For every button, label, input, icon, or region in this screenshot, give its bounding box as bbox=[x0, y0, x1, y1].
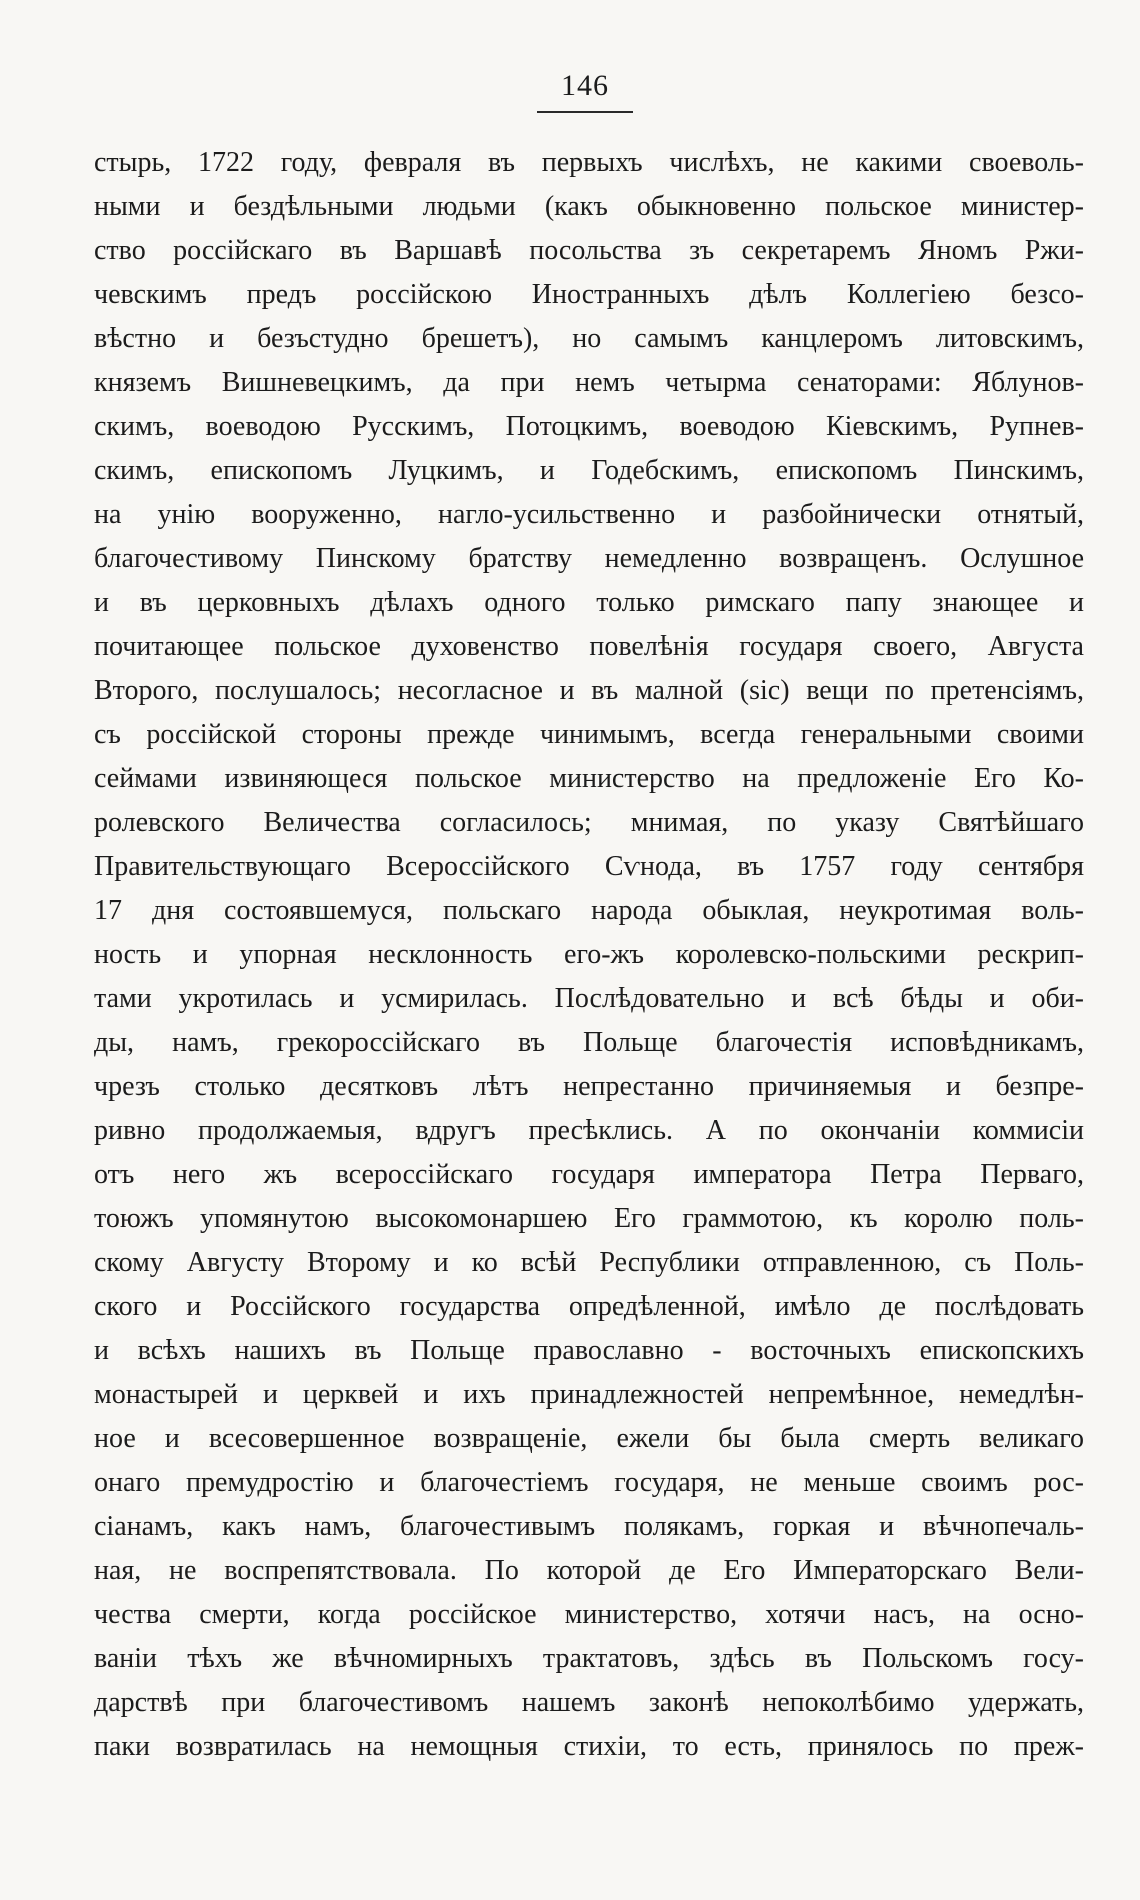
text-line: скимъ, воеводою Русскимъ, Потоцкимъ, воеводою Кіевскимъ, Рупнев- bbox=[94, 411, 1084, 442]
text-line: стырь, 1722 году, февраля въ первыхъ числѣхъ, не какими своеволь- bbox=[94, 147, 1084, 178]
text-line: ского и Россійского государства опредѣленной, имѣло де послѣдовать bbox=[94, 1291, 1084, 1322]
text-line: тоюжъ упомянутою высокомонаршею Его граммотою, къ королю поль- bbox=[94, 1203, 1084, 1234]
text-line: ды, намъ, грекороссійскаго въ Польще благочестія исповѣдникамъ, bbox=[94, 1027, 1084, 1058]
text-line: 17 дня состоявшемуся, польскаго народа обыклая, неукротимая воль- bbox=[94, 895, 1084, 926]
text-line: сеймами извиняющеся польское министерство на предложеніе Его Ко- bbox=[94, 763, 1084, 794]
text-line: Правительствующаго Всероссійского Сѵнода, въ 1757 году сентября bbox=[94, 851, 1084, 882]
text-line: дарствѣ при благочестивомъ нашемъ законѣ непоколѣбимо удержать, bbox=[94, 1687, 1084, 1718]
text-line: ность и упорная несклонность его-жъ королевско-польскими рескрип- bbox=[94, 939, 1084, 970]
text-line: паки возвратилась на немощныя стихіи, то есть, принялось по преж- bbox=[94, 1731, 1084, 1762]
text-line: ная, не воспрепятствовала. По которой де Его Императорскаго Вели- bbox=[94, 1555, 1084, 1586]
text-line: ривно продолжаемыя, вдругъ пресѣклись. А по окончаніи коммисіи bbox=[94, 1115, 1084, 1146]
text-line: вѣстно и безъстудно брешетъ), но самымъ канцлеромъ литовскимъ, bbox=[94, 323, 1084, 354]
text-line: чества смерти, когда россійское министерство, хотячи насъ, на осно- bbox=[94, 1599, 1084, 1630]
text-line: скимъ, епископомъ Луцкимъ, и Годебскимъ, епископомъ Пинскимъ, bbox=[94, 455, 1084, 486]
text-line: Второго, послушалось; несогласное и въ малной (sic) вещи по претенсіямъ, bbox=[94, 675, 1084, 706]
text-line: съ россійской стороны прежде чинимымъ, всегда генеральными своими bbox=[94, 719, 1084, 750]
text-line: и въ церковныхъ дѣлахъ одного только римскаго папу знающее и bbox=[94, 587, 1084, 618]
text-line: почитающее польское духовенство повелѣнія государя своего, Августа bbox=[94, 631, 1084, 662]
text-line: скому Августу Второму и ко всѣй Республики отправленною, съ Поль- bbox=[94, 1247, 1084, 1278]
text-line: ство россійскаго въ Варшавѣ посольства зъ секретаремъ Яномъ Ржи- bbox=[94, 235, 1084, 266]
page-body bbox=[94, 141, 1084, 1769]
page-number: 146 bbox=[561, 69, 609, 102]
text-line: сіанамъ, какъ намъ, благочестивымъ полякамъ, горкая и вѣчнопечаль- bbox=[94, 1511, 1084, 1542]
text-line: ными и бездѣльными людьми (какъ обыкновенно польское министер- bbox=[94, 191, 1084, 222]
page-number-underline bbox=[537, 111, 633, 113]
text-line: ролевского Величества согласилось; мнимая, по указу Святѣйшаго bbox=[94, 807, 1084, 838]
text-line: княземъ Вишневецкимъ, да при немъ четырма сенаторами: Яблунов- bbox=[94, 367, 1084, 398]
text-line: на унію вооруженно, нагло-усильственно и разбойнически отнятый, bbox=[94, 499, 1084, 530]
text-line: отъ него жъ всероссійскаго государя императора Петра Перваго, bbox=[94, 1159, 1084, 1190]
text-line: тами укротилась и усмирилась. Послѣдовательно и всѣ бѣды и оби- bbox=[94, 983, 1084, 1014]
text-line: благочестивому Пинскому братству немедленно возвращенъ. Ослушное bbox=[94, 543, 1084, 574]
text-line: чрезъ столько десятковъ лѣтъ непрестанно причиняемыя и безпре- bbox=[94, 1071, 1084, 1102]
text-line: онаго премудростію и благочестіемъ государя, не меньше своимъ рос- bbox=[94, 1467, 1084, 1498]
text-line: чевскимъ предъ россійскою Иностранныхъ дѣлъ Коллегіею безсо- bbox=[94, 279, 1084, 310]
text-line: ваніи тѣхъ же вѣчномирныхъ трактатовъ, здѣсь въ Польскомъ госу- bbox=[94, 1643, 1084, 1674]
text-line: монастырей и церквей и ихъ принадлежностей непремѣнное, немедлѣн- bbox=[94, 1379, 1084, 1410]
text-line: ное и всесовершенное возвращеніе, ежели бы была смерть великаго bbox=[94, 1423, 1084, 1454]
text-line: и всѣхъ нашихъ въ Польще православно - восточныхъ епископскихъ bbox=[94, 1335, 1084, 1366]
